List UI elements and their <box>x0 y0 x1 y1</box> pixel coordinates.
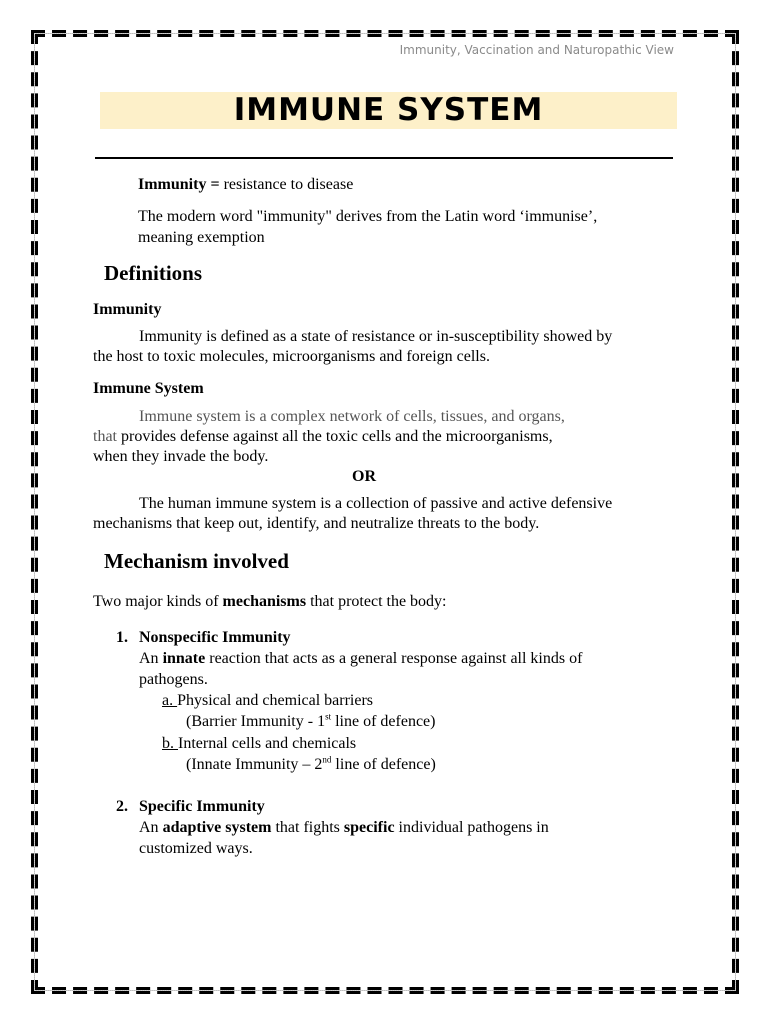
item1-sub-a-detail <box>186 712 435 733</box>
item1-desc-pre: An <box>139 650 163 667</box>
item1-sub-b-detail-sup: nd <box>322 754 332 765</box>
immunity-def-line-1: Immunity is defined as a state of resistance or in-susceptibility showed by <box>139 328 613 345</box>
alt-def-line-1: The human immune system is a collection of passive and active defensive <box>139 495 613 512</box>
running-header: Immunity, Vaccination and Naturopathic View <box>399 43 674 57</box>
item1-sub-a-detail-post: line of defence) <box>331 713 436 730</box>
item2-title: Specific Immunity <box>139 798 265 815</box>
item2-desc-pre: An <box>139 819 163 836</box>
item2-number: 2. <box>116 798 128 815</box>
intro-immunity-line <box>138 175 353 196</box>
item1-sub-a <box>162 691 373 712</box>
immune-system-def-rest: provides defense against all the toxic cells and the microorganisms, <box>121 428 553 445</box>
item1-sub-b-label: b. <box>162 735 178 752</box>
item1-sub-b <box>162 734 356 755</box>
mechanism-lead-bold: mechanisms <box>222 593 307 610</box>
immune-system-subheading: Immune System <box>93 380 204 397</box>
or-separator: OR <box>352 468 376 485</box>
definitions-heading: Definitions <box>104 261 203 285</box>
item1-desc-line-1 <box>139 649 582 670</box>
item1-sub-a-detail-pre: (Barrier Immunity - 1 <box>186 713 326 730</box>
immunity-subheading: Immunity <box>93 301 162 318</box>
item1-desc-bold: innate <box>162 650 206 667</box>
alt-def-line-2: mechanisms that keep out, identify, and neutralize threats to the body. <box>93 515 540 532</box>
mechanism-lead <box>93 592 447 613</box>
item2-desc-mid: that fights <box>271 819 344 836</box>
item1-sub-a-text: Physical and chemical barriers <box>177 692 374 709</box>
item2-desc-bold-1: adaptive system <box>162 819 272 836</box>
immunity-def-line-2: the host to toxic molecules, microorganisms and foreign cells. <box>93 348 490 365</box>
item1-title: Nonspecific Immunity <box>139 629 291 646</box>
mechanism-heading: Mechanism involved <box>104 549 289 573</box>
item1-sub-b-detail-post: line of defence) <box>331 756 436 773</box>
item1-sub-b-detail <box>186 755 436 776</box>
item1-desc-post: reaction that acts as a general response against all kinds of <box>205 650 583 667</box>
page-title: IMMUNE SYSTEM <box>233 92 544 128</box>
etymology-line-1: The modern word "immunity" derives from the Latin word ‘immunise’, <box>138 208 598 225</box>
immune-system-def-line-3: when they invade the body. <box>93 448 269 465</box>
item1-sub-b-text: Internal cells and chemicals <box>178 735 357 752</box>
etymology-line-2: meaning exemption <box>138 229 265 246</box>
item2-desc-bold-2: specific <box>343 819 395 836</box>
item2-desc-line-2: customized ways. <box>139 840 253 857</box>
item1-number: 1. <box>116 629 128 646</box>
item1-sub-a-label: a. <box>162 692 178 709</box>
item1-sub-b-detail-pre: (Innate Immunity – 2 <box>186 756 323 773</box>
title-banner <box>100 92 677 129</box>
item1-sub-a-detail-sup: st <box>325 711 332 722</box>
immune-system-def-that: that <box>93 428 121 445</box>
immune-system-def-line-1: Immune system is a complex network of cells, tissues, and organs, <box>139 408 565 425</box>
item2-desc-post: individual pathogens in <box>394 819 549 836</box>
intro-term-def: resistance to disease <box>219 176 354 193</box>
intro-term: Immunity = <box>138 176 220 193</box>
item1-desc-line-2: pathogens. <box>139 671 208 688</box>
immune-system-def-line-2 <box>93 427 553 448</box>
item2-desc-line-1 <box>139 818 549 839</box>
mechanism-lead-pre: Two major kinds of <box>93 593 223 610</box>
title-rule <box>95 157 673 159</box>
mechanism-lead-post: that protect the body: <box>306 593 447 610</box>
